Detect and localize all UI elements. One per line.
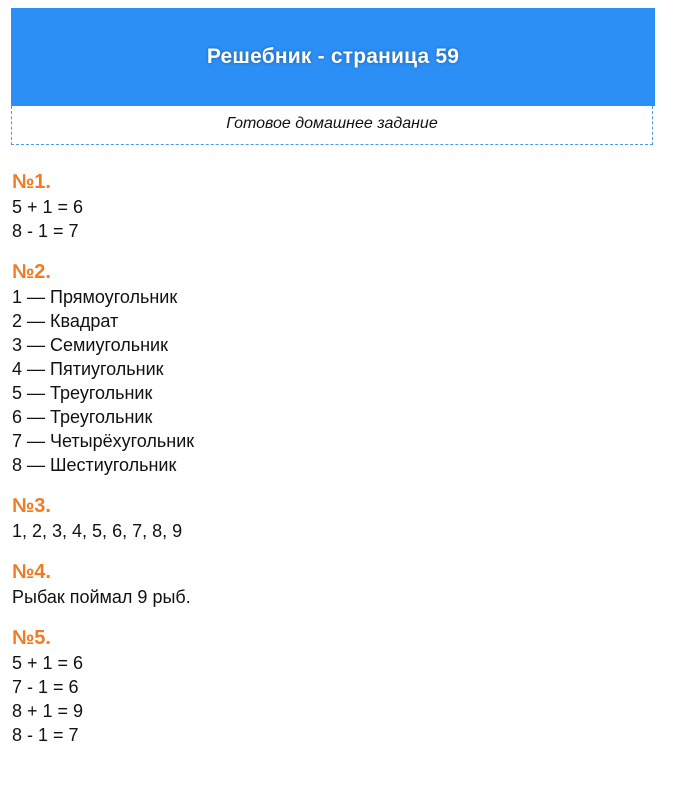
answer-line: 8 — Шестиугольник: [12, 455, 177, 475]
answer-line: 7 - 1 = 6: [12, 677, 79, 697]
answer-line: 5 — Треугольник: [12, 383, 153, 403]
page-header: [11, 8, 655, 106]
answer-line: 8 - 1 = 7: [12, 725, 79, 745]
task-3: [12, 493, 652, 543]
answer-line: 1, 2, 3, 4, 5, 6, 7, 8, 9: [12, 521, 183, 541]
page-subtitle: Готовое домашнее задание: [226, 115, 438, 132]
answer-line: 5 + 1 = 6: [12, 653, 84, 673]
task-title: №4.: [12, 561, 51, 583]
solutions-content: [12, 169, 652, 763]
task-title: №5.: [12, 627, 51, 649]
task-4: [12, 559, 652, 609]
answer-line: 3 — Семиугольник: [12, 335, 168, 355]
answer-line: 5 + 1 = 6: [12, 197, 84, 217]
page-title: Решебник - страница 59: [206, 45, 460, 68]
answer-line: 6 — Треугольник: [12, 407, 153, 427]
answer-line: 7 — Четырёхугольник: [12, 431, 195, 451]
answer-line: 2 — Квадрат: [12, 311, 119, 331]
task-1: [12, 169, 652, 243]
answer-line: 8 - 1 = 7: [12, 221, 79, 241]
answer-line: Рыбак поймал 9 рыб.: [12, 587, 191, 607]
answer-line: 1 — Прямоугольник: [12, 287, 178, 307]
answer-line: 8 + 1 = 9: [12, 701, 84, 721]
task-title: №3.: [12, 495, 51, 517]
task-title: №1.: [12, 171, 51, 193]
subtitle-bar: [11, 106, 653, 145]
task-title: №2.: [12, 261, 51, 283]
task-5: [12, 625, 652, 747]
task-2: [12, 259, 652, 477]
answer-line: 4 — Пятиугольник: [12, 359, 164, 379]
